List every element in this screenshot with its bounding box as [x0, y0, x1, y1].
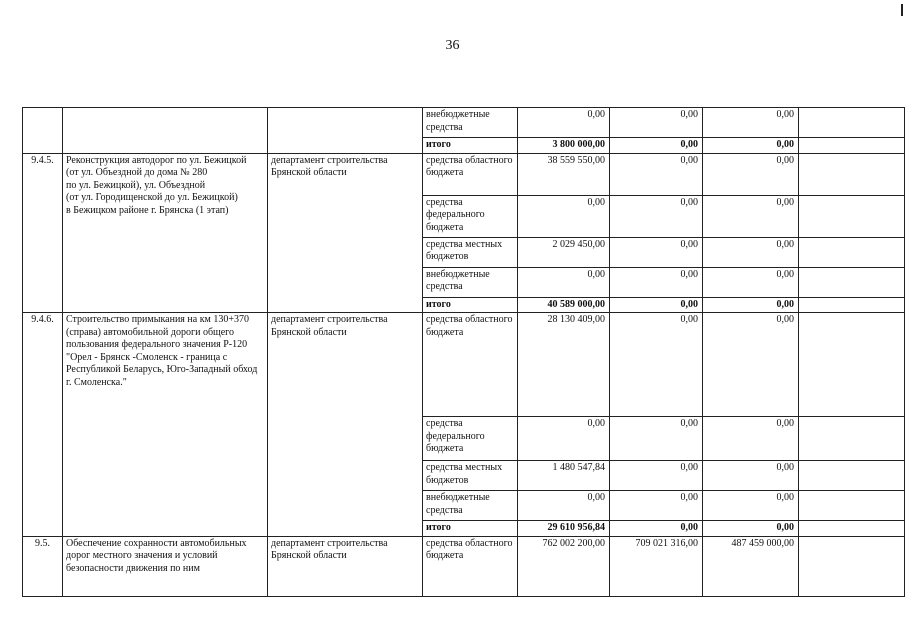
item-number: [23, 108, 63, 154]
amount-year-3: 0,00: [703, 138, 799, 154]
empty-cell: [799, 297, 905, 313]
funding-source: итого: [423, 521, 518, 537]
responsible-department: департамент строительства Брянской области: [268, 536, 423, 596]
empty-cell: [799, 138, 905, 154]
amount-year-2: 0,00: [610, 195, 703, 237]
amount-year-1: 762 002 200,00: [518, 536, 610, 596]
amount-year-3: 487 459 000,00: [703, 536, 799, 596]
amount-year-1: 1 480 547,84: [518, 461, 610, 491]
amount-year-3: 0,00: [703, 267, 799, 297]
amount-year-3: 0,00: [703, 461, 799, 491]
funding-source: средства федерального бюджета: [423, 195, 518, 237]
item-name: Строительство примыкания на км 130+370 (справа) автомобильной дороги общего пользования федерального значения Р-120 "Орел - Брянск -Смоленск - граница с Республикой Беларусь, Юго-Западный обход г. Смоленска.": [63, 313, 268, 537]
amount-year-2: 0,00: [610, 521, 703, 537]
empty-cell: [799, 313, 905, 417]
responsible-department: департамент строительства Брянской области: [268, 313, 423, 537]
amount-year-1: 38 559 550,00: [518, 153, 610, 195]
empty-cell: [799, 417, 905, 461]
table-row: [23, 153, 905, 195]
amount-year-2: 0,00: [610, 313, 703, 417]
responsible-department: [268, 108, 423, 154]
empty-cell: [799, 237, 905, 267]
responsible-department: департамент строительства Брянской области: [268, 153, 423, 313]
funding-source: средства местных бюджетов: [423, 461, 518, 491]
empty-cell: [799, 491, 905, 521]
table-row: [23, 536, 905, 596]
funding-source: внебюджетные средства: [423, 267, 518, 297]
amount-year-2: 0,00: [610, 491, 703, 521]
funding-source: средства областного бюджета: [423, 536, 518, 596]
amount-year-1: 40 589 000,00: [518, 297, 610, 313]
amount-year-3: 0,00: [703, 153, 799, 195]
amount-year-3: 0,00: [703, 313, 799, 417]
amount-year-3: 0,00: [703, 521, 799, 537]
empty-cell: [799, 536, 905, 596]
amount-year-3: 0,00: [703, 417, 799, 461]
amount-year-2: 0,00: [610, 153, 703, 195]
amount-year-1: 0,00: [518, 491, 610, 521]
amount-year-1: 0,00: [518, 195, 610, 237]
item-name: Реконструкция автодорог по ул. Бежицкой (от ул. Объездной до дома № 280 по ул. Бежицкой), ул. Объездной (от ул. Городищенской до ул. Бежицкой) в Бежицком районе г. Брянска (1 этап): [63, 153, 268, 313]
amount-year-3: 0,00: [703, 491, 799, 521]
empty-cell: [799, 195, 905, 237]
empty-cell: [799, 267, 905, 297]
empty-cell: [799, 153, 905, 195]
item-number: 9.5.: [23, 536, 63, 596]
empty-cell: [799, 108, 905, 138]
empty-cell: [799, 461, 905, 491]
amount-year-2: 0,00: [610, 237, 703, 267]
amount-year-3: 0,00: [703, 195, 799, 237]
amount-year-2: 0,00: [610, 417, 703, 461]
amount-year-2: 0,00: [610, 267, 703, 297]
funding-source: средства местных бюджетов: [423, 237, 518, 267]
amount-year-2: 0,00: [610, 108, 703, 138]
item-name: [63, 108, 268, 154]
budget-table-body: [23, 108, 905, 597]
amount-year-2: 0,00: [610, 297, 703, 313]
amount-year-1: 2 029 450,00: [518, 237, 610, 267]
amount-year-3: 0,00: [703, 237, 799, 267]
amount-year-2: 0,00: [610, 461, 703, 491]
amount-year-1: 0,00: [518, 108, 610, 138]
funding-source: итого: [423, 138, 518, 154]
amount-year-2: 0,00: [610, 138, 703, 154]
funding-source: внебюджетные средства: [423, 108, 518, 138]
amount-year-3: 0,00: [703, 108, 799, 138]
amount-year-1: 3 800 000,00: [518, 138, 610, 154]
empty-cell: [799, 521, 905, 537]
scan-edge-mark: [901, 4, 903, 16]
funding-source: итого: [423, 297, 518, 313]
table-row: [23, 313, 905, 417]
table-row: [23, 108, 905, 138]
item-number: 9.4.6.: [23, 313, 63, 537]
item-number: 9.4.5.: [23, 153, 63, 313]
amount-year-2: 709 021 316,00: [610, 536, 703, 596]
amount-year-1: 28 130 409,00: [518, 313, 610, 417]
funding-source: средства федерального бюджета: [423, 417, 518, 461]
funding-source: средства областного бюджета: [423, 313, 518, 417]
funding-source: внебюджетные средства: [423, 491, 518, 521]
amount-year-1: 0,00: [518, 417, 610, 461]
amount-year-1: 29 610 956,84: [518, 521, 610, 537]
funding-source: средства областного бюджета: [423, 153, 518, 195]
page-number: 36: [445, 38, 460, 53]
amount-year-3: 0,00: [703, 297, 799, 313]
budget-table: [22, 107, 905, 597]
amount-year-1: 0,00: [518, 267, 610, 297]
item-name: Обеспечение сохранности автомобильных дорог местного значения и условий безопасности движения по ним: [63, 536, 268, 596]
